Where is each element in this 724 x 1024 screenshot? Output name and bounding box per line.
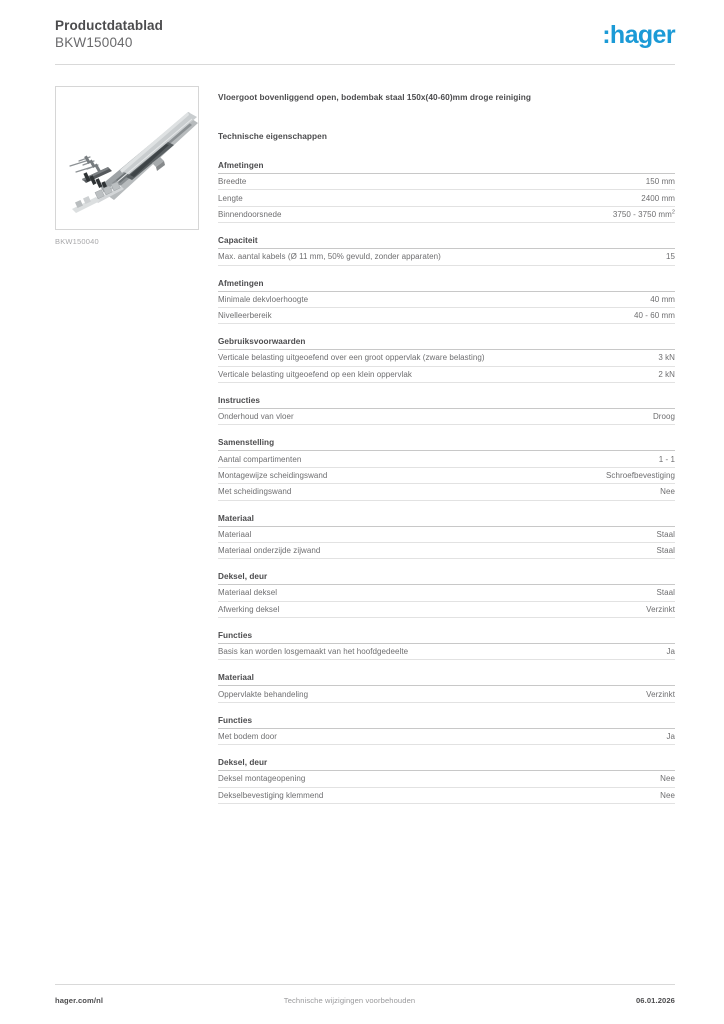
spec-row: [218, 308, 675, 324]
spec-label: Met bodem door: [218, 731, 277, 741]
spec-value: Staal: [656, 529, 675, 539]
spec-group: [218, 279, 675, 325]
spec-label: Onderhoud van vloer: [218, 412, 294, 422]
spec-group-heading: Capaciteit: [218, 236, 675, 249]
spec-group-heading: Functies: [218, 716, 675, 729]
spec-group: [218, 572, 675, 618]
spec-value: [613, 210, 675, 219]
product-description: Vloergoot bovenliggend open, bodembak staal 150x(40-60)mm droge reiniging: [218, 92, 531, 102]
spec-row: [218, 292, 675, 308]
spec-label: Verticale belasting uitgeoefend over een groot oppervlak (zware belasting): [218, 353, 485, 363]
spec-group: [218, 631, 675, 660]
spec-row: [218, 644, 675, 660]
spec-value: Nee: [660, 487, 675, 497]
spec-value: Staal: [656, 588, 675, 598]
page-header: [55, 18, 675, 64]
spec-value: 1 - 1: [658, 454, 675, 464]
product-image-caption: BKW150040: [55, 237, 99, 246]
spec-row: [218, 729, 675, 745]
spec-value: 40 - 60 mm: [634, 311, 675, 321]
spec-row: [218, 249, 675, 265]
spec-label: Basis kan worden losgemaakt van het hoofdgedeelte: [218, 647, 409, 657]
spec-value: Verzinkt: [646, 689, 675, 699]
header-divider: [55, 64, 675, 65]
spec-label: Materiaal: [218, 529, 252, 539]
spec-group-heading: Instructies: [218, 396, 675, 409]
spec-label: Materiaal deksel: [218, 588, 278, 598]
spec-value: Ja: [666, 731, 675, 741]
spec-row: [218, 527, 675, 543]
spec-label: Oppervlakte behandeling: [218, 689, 309, 699]
floor-trunking-illustration: [56, 87, 198, 229]
spec-value-superscript: 2: [671, 209, 675, 216]
spec-group: [218, 161, 675, 223]
spec-label: Nivelleerbereik: [218, 311, 272, 321]
spec-label: Materiaal onderzijde zijwand: [218, 546, 321, 556]
spec-label: Deksel montageopening: [218, 774, 306, 784]
spec-row: [218, 788, 675, 804]
spec-row: [218, 207, 675, 223]
spec-value: 150 mm: [645, 177, 675, 187]
hager-logo: :hager: [602, 21, 675, 49]
spec-label: Montagewijze scheidingswand: [218, 470, 328, 480]
spec-group: [218, 514, 675, 560]
spec-label: Binnendoorsnede: [218, 209, 282, 219]
spec-row: [218, 367, 675, 383]
spec-group-heading: Gebruiksvoorwaarden: [218, 337, 675, 350]
spec-value: 3 kN: [658, 353, 675, 363]
spec-value: Nee: [660, 790, 675, 800]
spec-group: [218, 673, 675, 702]
spec-group: [218, 438, 675, 500]
spec-label: Verticale belasting uitgeoefend op een klein oppervlak: [218, 369, 412, 379]
product-reference: BKW150040: [55, 35, 133, 50]
spec-label: Dekselbevestiging klemmend: [218, 790, 324, 800]
spec-row: [218, 409, 675, 425]
spec-group-heading: Deksel, deur: [218, 572, 675, 585]
spec-row: [218, 190, 675, 206]
spec-groups-container: [218, 161, 675, 804]
spec-row: [218, 350, 675, 366]
spec-group-heading: Afmetingen: [218, 279, 675, 292]
spec-value: Ja: [666, 647, 675, 657]
specifications-panel: [218, 92, 675, 817]
page-footer: [55, 996, 675, 1005]
spec-row: [218, 771, 675, 787]
product-figure: [55, 86, 201, 246]
product-image: [55, 86, 199, 230]
spec-value: Verzinkt: [646, 604, 675, 614]
spec-value: 15: [666, 252, 675, 262]
spec-label: Aantal compartimenten: [218, 454, 302, 464]
spec-row: [218, 484, 675, 500]
spec-group-heading: Samenstelling: [218, 438, 675, 451]
spec-label: Minimale dekvloerhoogte: [218, 294, 309, 304]
footer-date: 06.01.2026: [635, 996, 675, 1005]
spec-value: 40 mm: [650, 294, 675, 304]
specifications-heading: Technische eigenschappen: [218, 131, 327, 141]
spec-value: 2400 mm: [641, 193, 675, 203]
spec-group: [218, 396, 675, 425]
spec-value: Staal: [656, 546, 675, 556]
spec-value: Schroefbevestiging: [606, 470, 675, 480]
spec-label: Lengte: [218, 193, 243, 203]
spec-row: [218, 174, 675, 190]
spec-value-text: 3750 - 3750 mm: [612, 209, 672, 219]
spec-label: Afwerking deksel: [218, 604, 280, 614]
spec-row: [218, 543, 675, 559]
page-title: Productdatablad: [55, 18, 164, 33]
spec-group: [218, 337, 675, 383]
spec-value: 2 kN: [658, 369, 675, 379]
footer-divider: [55, 984, 675, 985]
spec-row: [218, 585, 675, 601]
spec-group-heading: Afmetingen: [218, 161, 675, 174]
spec-label: Met scheidingswand: [218, 487, 292, 497]
spec-row: [218, 602, 675, 618]
spec-label: Breedte: [218, 177, 247, 187]
spec-group-heading: Materiaal: [218, 673, 675, 686]
spec-value: Nee: [660, 774, 675, 784]
spec-row: [218, 451, 675, 467]
spec-label: Max. aantal kabels (Ø 11 mm, 50% gevuld, zonder apparaten): [218, 252, 441, 262]
footer-disclaimer: Technische wijzigingen voorbehouden: [283, 996, 416, 1005]
spec-group: [218, 758, 675, 804]
spec-row: [218, 686, 675, 702]
spec-group: [218, 716, 675, 745]
spec-value: Droog: [652, 412, 675, 422]
spec-group-heading: Materiaal: [218, 514, 675, 527]
spec-group: [218, 236, 675, 265]
spec-row: [218, 468, 675, 484]
spec-group-heading: Deksel, deur: [218, 758, 675, 771]
spec-group-heading: Functies: [218, 631, 675, 644]
footer-website[interactable]: hager.com/nl: [55, 996, 104, 1005]
